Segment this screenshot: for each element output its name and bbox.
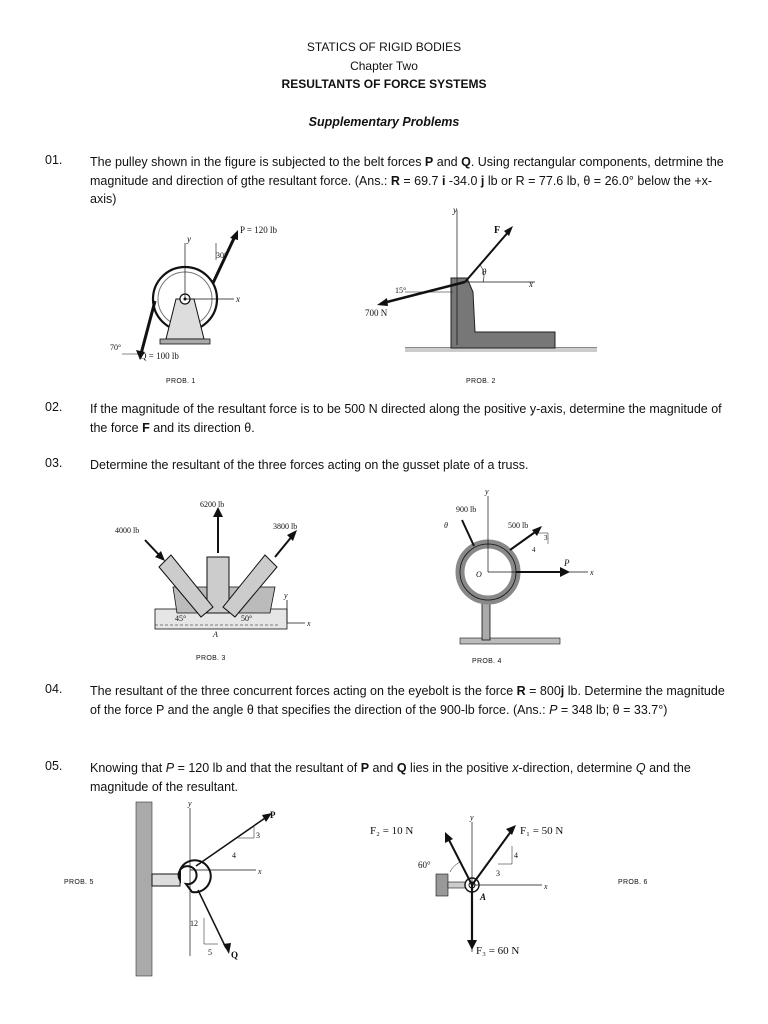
point-label: A xyxy=(213,630,218,639)
force-q-label: Q xyxy=(231,950,239,960)
force-label: 6200 lb xyxy=(200,500,225,509)
bold-run: i xyxy=(441,173,446,188)
y-axis-label: y xyxy=(284,591,288,600)
force-label: 4000 lb xyxy=(115,526,140,535)
text-run: -direction, determine xyxy=(518,761,636,775)
gusset-plate-figure xyxy=(115,495,325,650)
bracket-figure xyxy=(365,200,605,360)
theta-label: θ xyxy=(482,267,487,277)
force-label: 3800 lb xyxy=(273,522,298,531)
text-run: Knowing that xyxy=(90,761,166,775)
topic-heading: RESULTANTS OF FORCE SYSTEMS xyxy=(281,77,487,91)
bold-run: Q xyxy=(461,155,471,169)
text-run: and xyxy=(369,761,397,775)
angle-label: 50° xyxy=(241,614,253,623)
slope-label: 4 xyxy=(232,851,236,860)
point-label: A xyxy=(480,892,487,902)
document-title: STATICS OF RIGID BODIES xyxy=(306,40,462,54)
y-axis-label: y xyxy=(187,234,191,244)
figure-caption: PROB. 6 xyxy=(618,879,648,886)
problem-number: 03. xyxy=(45,456,63,470)
bold-run: R xyxy=(390,173,400,188)
text-run: = 348 lb; θ = 33.7°) xyxy=(557,702,668,717)
bold-run: F xyxy=(142,420,150,435)
figure-caption: PROB. 1 xyxy=(166,378,196,385)
slope-label: 12 xyxy=(190,919,198,928)
x-axis-label: x xyxy=(236,294,240,304)
x-axis-label: x xyxy=(307,619,311,628)
concurrent-forces-figure xyxy=(370,812,586,962)
force-label: 900 lb xyxy=(456,505,477,514)
text-run: = 800 xyxy=(525,684,561,698)
text-run: -34.0 xyxy=(445,173,481,188)
y-axis-label: y xyxy=(453,205,457,215)
angle-label: 45° xyxy=(175,614,187,623)
bold-run: P xyxy=(360,761,370,775)
force-p-label: P xyxy=(270,810,276,820)
chapter-label: Chapter Two xyxy=(350,59,418,73)
text-run: . Using rectangular components, detrmine the magnitude and direction of gthe resultant force. (Ans.: xyxy=(90,155,724,188)
y-axis-label: y xyxy=(470,813,474,822)
bold-run: P xyxy=(424,155,434,169)
slope-label: 3 xyxy=(544,534,548,542)
bold-run: R xyxy=(516,684,526,698)
italic-run: Q xyxy=(635,761,646,775)
force-label: F₁ = 50 N xyxy=(520,825,564,837)
text-run: lb. Determine the magnitude of the force P and the angle θ that specifies the direction of the 900-lb force. (Ans.: xyxy=(90,684,725,717)
origin-label: O xyxy=(476,570,482,579)
eyebolt-figure xyxy=(440,488,600,653)
text-run: The pulley shown in the figure is subjected to the belt forces xyxy=(90,155,425,169)
angle-label: 30° xyxy=(216,251,228,260)
bold-run: j xyxy=(480,173,485,188)
problem-number: 05. xyxy=(45,759,63,773)
force-q-label: Q = 100 lb xyxy=(140,351,179,361)
figure-caption: PROB. 5 xyxy=(64,879,94,886)
problem-text xyxy=(90,759,730,796)
angle-label: 60° xyxy=(418,860,431,870)
problem-text xyxy=(90,400,730,437)
italic-run: x xyxy=(512,761,519,775)
text-run: and the magnitude of the resultant. xyxy=(90,761,691,794)
text-run: If the magnitude of the resultant force is to be 500 N directed along the positive y-axis, determine the magnitude of the force xyxy=(90,402,722,435)
slope-label: 5 xyxy=(208,948,212,957)
text-run: = 69.7 xyxy=(399,173,442,188)
italic-run: P xyxy=(165,761,175,775)
italic-run: P xyxy=(549,702,558,717)
hook-figure xyxy=(128,800,278,978)
problem-number: 01. xyxy=(45,153,63,167)
figure-caption: PROB. 2 xyxy=(466,378,496,385)
slope-label: 4 xyxy=(514,851,518,860)
x-axis-label: x xyxy=(529,279,533,289)
x-axis-label: x xyxy=(590,568,594,577)
force-p-label: P = 120 lb xyxy=(240,225,277,235)
force-label: F₃ = 60 N xyxy=(476,945,520,957)
text-run: The resultant of the three concurrent forces acting on the eyebolt is the force xyxy=(90,684,517,698)
bold-run: j xyxy=(560,684,565,698)
theta-label: θ xyxy=(444,521,448,530)
pulley-figure xyxy=(110,215,310,375)
figure-caption: PROB. 3 xyxy=(196,655,226,662)
text-run: lb or R = 77.6 lb, θ = 26.0° below the +x-axis) xyxy=(90,173,713,206)
text-run: and its direction θ. xyxy=(149,420,255,435)
problem-number: 02. xyxy=(45,400,63,414)
slope-label: 3 xyxy=(256,831,260,840)
force-label: 500 lb xyxy=(508,521,529,530)
figure-caption: PROB. 4 xyxy=(472,658,502,665)
text-run: = 120 lb and that the resultant of xyxy=(174,761,361,775)
force-p-label: P xyxy=(564,558,570,568)
slope-label: 3 xyxy=(496,869,500,878)
force-f-label: F xyxy=(494,225,501,236)
bold-run: Q xyxy=(396,761,407,775)
x-axis-label: x xyxy=(544,882,548,891)
problem-text xyxy=(90,456,730,475)
x-axis-label: x xyxy=(258,867,262,876)
problem-number: 04. xyxy=(45,682,63,696)
force-label: 700 N xyxy=(365,308,388,318)
y-axis-label: y xyxy=(188,799,192,808)
y-axis-label: y xyxy=(485,487,489,496)
text-run: and xyxy=(433,155,462,169)
slope-label: 4 xyxy=(532,546,536,554)
problem-text xyxy=(90,682,730,719)
text-run: lies in the positive xyxy=(406,761,513,775)
angle-label: 70° xyxy=(110,343,122,352)
section-subtitle: Supplementary Problems xyxy=(308,115,460,129)
angle-label: 15° xyxy=(395,286,407,295)
text-run: Determine the resultant of the three forces acting on the gusset plate of a truss. xyxy=(90,458,529,472)
force-label: F₂ = 10 N xyxy=(370,825,414,837)
